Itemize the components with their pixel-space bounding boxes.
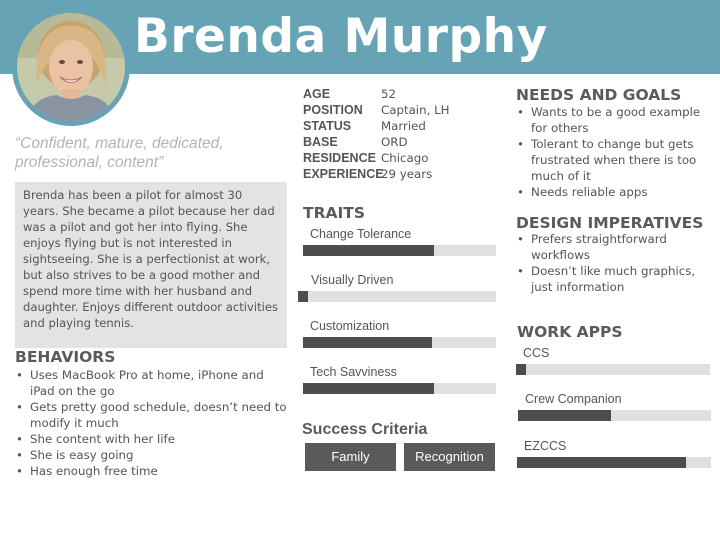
work-apps-title: WORK APPS <box>517 323 623 341</box>
recognition-button: Recognition <box>404 443 495 471</box>
fact-value: Captain, LH <box>381 103 450 117</box>
list-item: • Gets pretty good schedule, doesn’t need to modify it much <box>15 399 287 431</box>
needs-goals-title: NEEDS AND GOALS <box>516 86 682 104</box>
fact-label: BASE <box>303 135 338 149</box>
fact-label: POSITION <box>303 103 363 117</box>
app-label: CCS <box>523 346 550 360</box>
traits-title: TRAITS <box>303 204 366 222</box>
list-item: • Wants to be a good example for others <box>516 104 706 136</box>
list-item: • Prefers straightforward workflows <box>516 231 706 263</box>
fact-value: Married <box>381 119 426 133</box>
fact-value: 52 <box>381 87 397 101</box>
trait-track <box>298 291 496 302</box>
behaviors-title: BEHAVIORS <box>15 348 116 366</box>
app-track <box>517 457 711 468</box>
avatar <box>12 8 130 126</box>
app-track <box>518 410 711 421</box>
fact-row <box>303 166 450 182</box>
fact-label: RESIDENCE <box>303 151 376 165</box>
app-label: EZCCS <box>524 439 567 453</box>
trait-label: Customization <box>310 319 390 333</box>
fact-row <box>303 134 450 150</box>
app-fill <box>517 457 686 468</box>
fact-row <box>303 102 450 118</box>
fact-value: Chicago <box>381 151 429 165</box>
list-item: • Has enough free time <box>15 463 287 479</box>
list-item: • Doesn’t like much graphics, just information <box>516 263 706 295</box>
trait-label: Tech Savviness <box>310 365 397 379</box>
app-fill <box>518 410 611 421</box>
fact-label: AGE <box>303 87 331 101</box>
fact-value: 29 years <box>381 167 433 181</box>
app-fill <box>516 364 526 375</box>
persona-bio: Brenda has been a pilot for almost 30 years. She became a pilot because her dad was a pilot and got her into flying. She enjoys flying but is not interested in sightseeing. She is a perfectionist at work, but also strives to be a good mother and spend more time with her husband and daughter. Enjoys different outdoor activities and playing tennis. <box>15 182 287 348</box>
success-criteria-title: Success Criteria <box>302 421 428 438</box>
design-list <box>516 231 706 295</box>
trait-track <box>303 383 496 394</box>
persona-name: Brenda Murphy <box>134 9 548 64</box>
facts-table <box>303 86 450 182</box>
trait-fill <box>303 337 432 348</box>
trait-track <box>303 245 496 256</box>
fact-row <box>303 86 450 102</box>
trait-label: Visually Driven <box>311 273 394 287</box>
trait-track <box>303 337 496 348</box>
app-label: Crew Companion <box>525 392 622 406</box>
trait-fill <box>303 245 434 256</box>
fact-value: ORD <box>381 135 408 149</box>
fact-label: EXPERIENCE <box>303 167 384 181</box>
fact-row <box>303 150 450 166</box>
trait-fill <box>298 291 308 302</box>
trait-label: Change Tolerance <box>310 227 412 241</box>
needs-list <box>516 104 706 200</box>
family-button: Family <box>305 443 396 471</box>
list-item: • Needs reliable apps <box>516 184 706 200</box>
list-item: • She content with her life <box>15 431 287 447</box>
trait-fill <box>303 383 434 394</box>
app-track <box>516 364 710 375</box>
behaviors-list <box>15 367 287 479</box>
list-item: • She is easy going <box>15 447 287 463</box>
list-item: • Tolerant to change but gets frustrated when there is too much of it <box>516 136 706 184</box>
persona-quote: “Confident, mature, dedicated, professional, content” <box>15 135 224 171</box>
fact-row <box>303 118 450 134</box>
fact-label: STATUS <box>303 119 352 133</box>
list-item: • Uses MacBook Pro at home, iPhone and iPad on the go <box>15 367 287 399</box>
design-imperatives-title: DESIGN IMPERATIVES <box>516 214 704 232</box>
